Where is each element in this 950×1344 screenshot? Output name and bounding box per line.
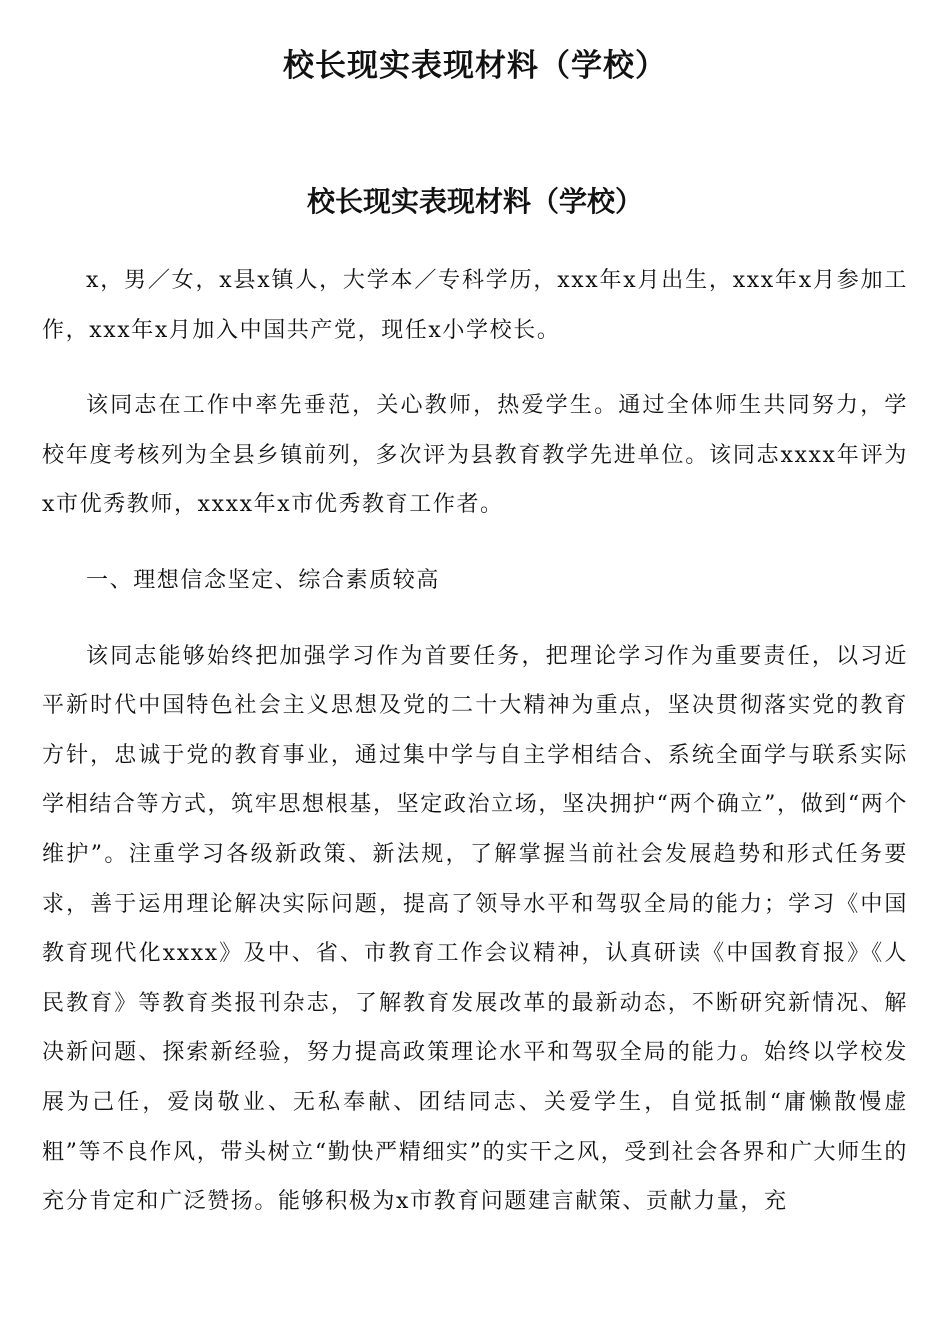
section-heading: 一、理想信念坚定、综合素质较高: [86, 567, 441, 593]
section-paragraph: 该同志能够始终把加强学习作为首要任务，把理论学习作为重要责任，以习近平新时代中国特色社会主义思想及党的二十大精神为重点，坚决贯彻落实党的教育方针，忠诚于党的教育事业，通过集中学与自主学相结合、系统全面学与联系实际学相结合等方式，筑牢思想根基，坚定政治立场，坚决拥护“两个确立”，做到“两个维护”。注重学习各级新政策、新法规，了解掌握当前社会发展趋势和形式任务要求，善于运用理论解决实际问题，提高了领导水平和驾驭全局的能力；学习《中国教育现代化xxxx》及中、省、市教育工作会议精神，认真研读《中国教育报》《人民教育》等教育类报刊杂志，了解教育发展改革的最新动态，不断研究新情况、解决新问题、探索新经验，努力提高政策理论水平和驾驭全局的能力。始终以学校发展为己任，爱岗敬业、无私奉献、团结同志、关爱学生，自觉抵制“庸懒散慢虚粗”等不良作风，带头树立“勤快严精细实”的实干之风，受到社会各界和广大师生的充分肯定和广泛赞扬。能够积极为x市教育问题建言献策、贡献力量，充: [42, 643, 908, 1215]
document-body: [42, 256, 908, 1253]
intro-paragraph: x，男／女，x县x镇人，大学本／专科学历，xxx年x月出生，xxx年x月参加工作，xxx年x月加入中国共产党，现任x小学校长。: [42, 268, 908, 343]
performance-paragraph: 该同志在工作中率先垂范，关心教师，热爱学生。通过全体师生共同努力，学校年度考核列为全县乡镇前列，多次评为县教育教学先进单位。该同志xxxx年评为x市优秀教师，xxxx年x市优秀教育工作者。: [42, 393, 908, 518]
document-subtitle: 校长现实表现材料（学校）: [306, 185, 643, 218]
document-title: 校长现实表现材料（学校）: [283, 48, 667, 84]
